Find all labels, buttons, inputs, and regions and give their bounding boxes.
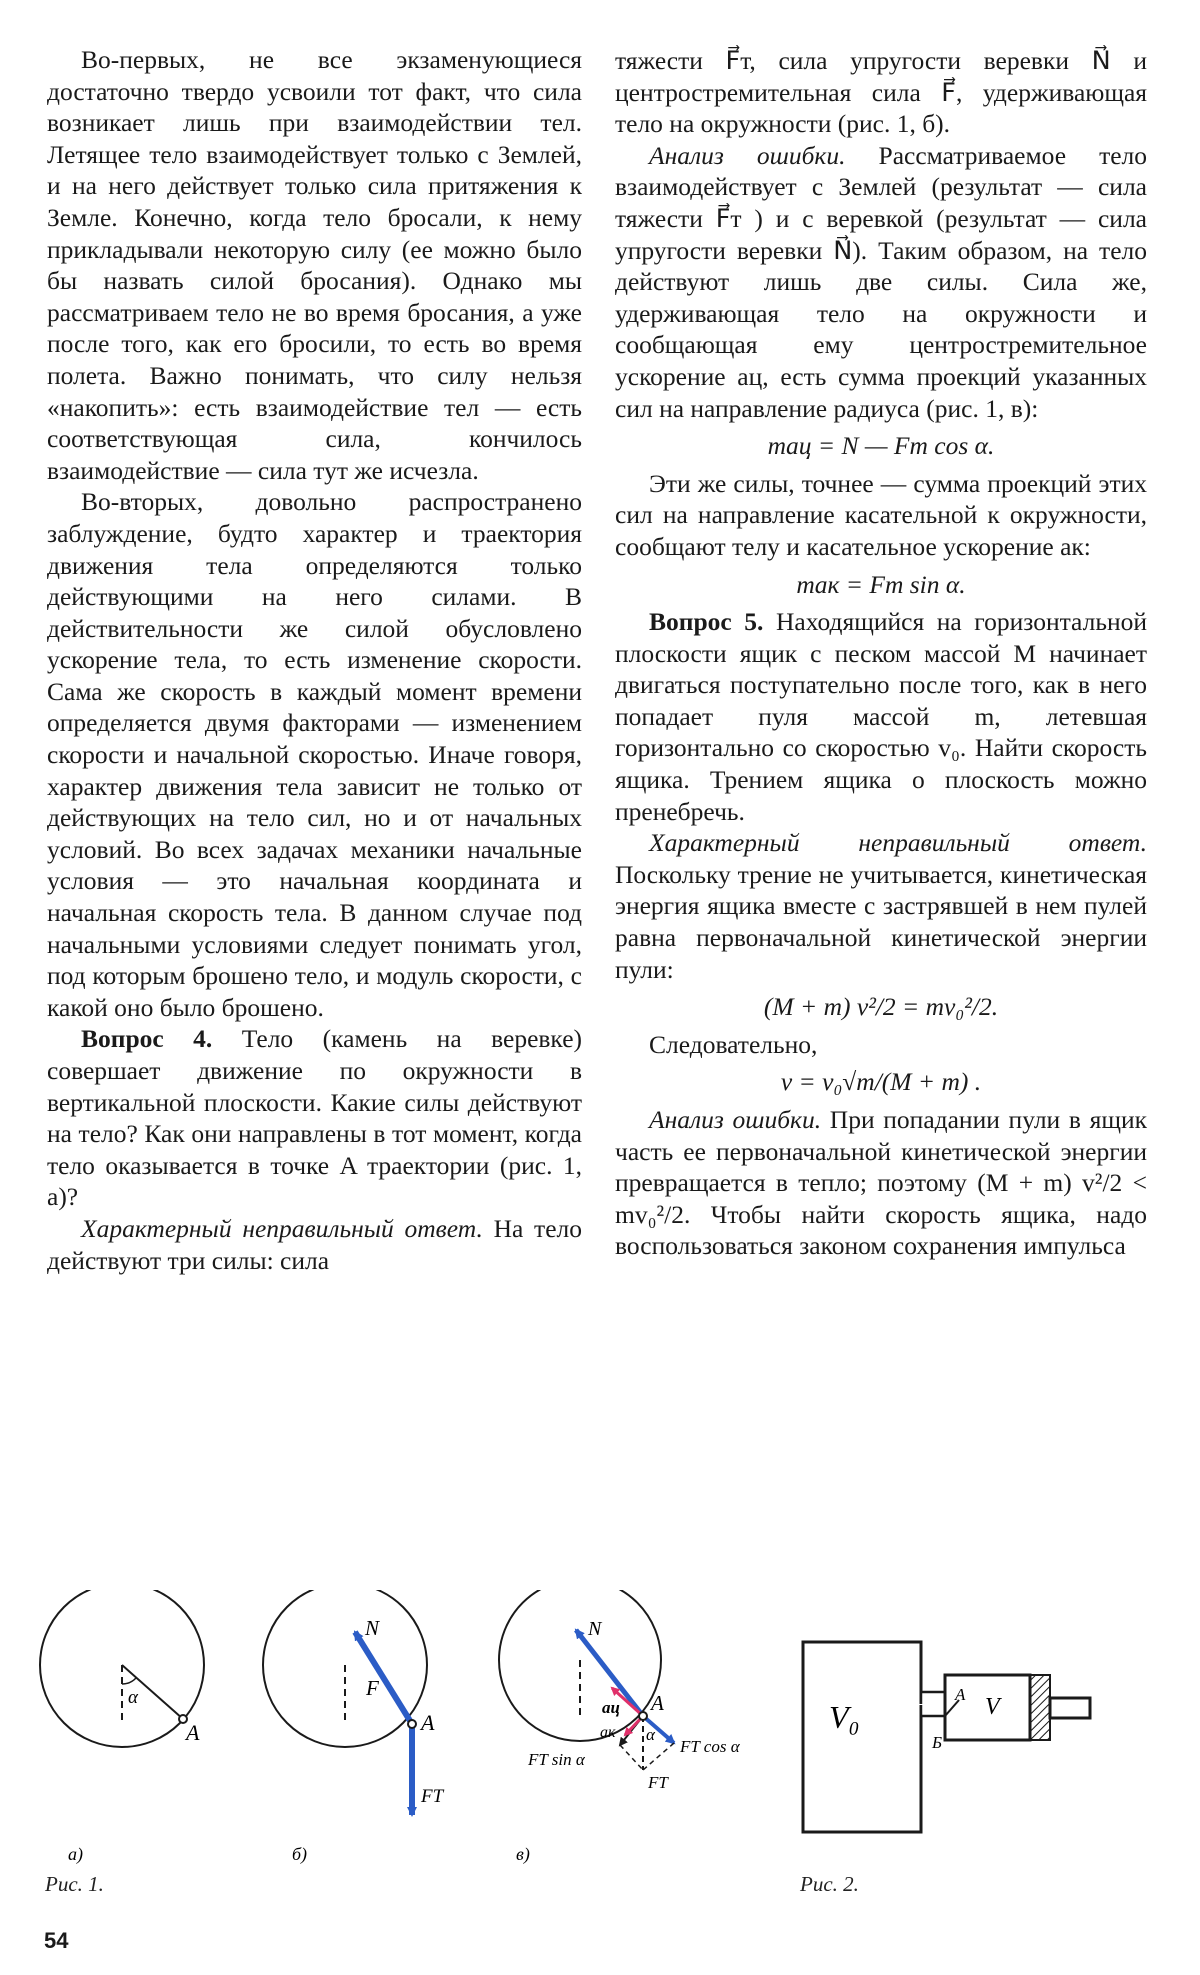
wrong-answer-5-text: Поскольку трение не учитывается, кинетическая энергия ящика вместе с застрявшей в нем пулей равна первоначальной кинетической энергии пули:	[615, 859, 1147, 984]
question-5	[615, 606, 1147, 827]
wrong-answer-4	[47, 1213, 582, 1276]
wrong-answer-5	[615, 827, 1147, 985]
error-analysis-label: Анализ ошибки.	[649, 140, 846, 170]
fig1c-label-ak: aк	[600, 1724, 616, 1741]
fig1c-point-a	[639, 1712, 647, 1720]
fig2-label-v: V	[985, 1694, 1000, 1720]
fig1c-parallelogram-2	[620, 1745, 643, 1770]
fig1b-label-a: A	[421, 1710, 435, 1735]
error-analysis-4	[615, 140, 1147, 424]
fig1b-sublabel: б)	[292, 1844, 308, 1864]
wrong-answer-text: На тело действуют три силы: сила	[47, 1213, 582, 1275]
formula-tangential: maк = Fт sin α.	[796, 569, 966, 599]
fig1a-alpha: α	[128, 1687, 138, 1708]
fig1-caption: Рис. 1.	[45, 1872, 104, 1896]
fig1b-label-f: F	[366, 1676, 379, 1700]
fig1c-parallelogram-1	[643, 1743, 674, 1770]
fig2-label-v0: V₀	[829, 1699, 860, 1735]
fig1a	[40, 1590, 204, 1747]
fig1c-label-ftsin: FT sin α	[528, 1750, 585, 1769]
paragraph-second-point: Во-вторых, довольно распространено заблуждение, будто характер и траектория движения тела определяются только действующими на него силами. В действительности же силой обусловлено ускорение тела, то есть изменение скорости. Сама же скорость в каждый момент времени определяется двумя факторами — изменением скорости и начальной скоростью. Иначе говоря, характер движения тела зависит не только от действующих на тело сил, но и от начальных условий. Во всех задачах механики начальные условия — это начальная координата и начальная скорость тела. В данном случае под начальными условиями следует понимать угол, под которым брошено тело, и модуль скорости, с какой оно было брошено.	[47, 487, 582, 1022]
fig2-connector	[921, 1692, 945, 1716]
error-analysis-5-label: Анализ ошибки.	[649, 1105, 822, 1134]
fig1c-label-ftcos: FT cos α	[680, 1737, 740, 1756]
fig1b-label-ft: FT	[421, 1786, 444, 1807]
fig2-label-b: Б	[932, 1733, 943, 1752]
fig1b-label-n: N	[365, 1616, 380, 1640]
figures-svg	[0, 1590, 1200, 1920]
therefore-text: Следовательно,	[649, 1029, 818, 1059]
fig1c-label-ft: FT	[648, 1773, 668, 1792]
formula-velocity: v = v₀√m/(M + m) .	[780, 1067, 982, 1097]
fig1c-label-a: A	[651, 1691, 664, 1715]
fig1b	[263, 1590, 445, 1815]
tangential-paragraph: Эти же силы, точнее — сумма проекций этих сил на направление касательной к окружности, сообщают телу и касательное ускорение aк:	[615, 468, 1147, 561]
fig1a-label-a: A	[186, 1720, 200, 1745]
wrong-answer-label: Характерный неправильный ответ.	[81, 1213, 483, 1243]
fig1c-alpha: α	[646, 1725, 655, 1744]
formula-energy: (M + m) v²/2 = mv₀²/2.	[763, 992, 999, 1022]
left-column	[47, 44, 582, 1276]
wrong-answer-5-label: Характерный неправильный ответ.	[649, 828, 1147, 858]
fig1c-sublabel: в)	[516, 1844, 530, 1864]
paragraph-first-point: Во-первых, не все экзаменующиеся достаточно твердо усвоили тот факт, что сила возникает лишь при взаимодействии тел. Летящее тело взаимодействует только с Землей, и на него действует только сила притяжения к Земле. Конечно, когда тело бросали, к нему прикладывали некоторую силу (ее можно было бы назвать силой бросания). Однако мы рассматриваем тело не во время бросания, а уже после того, как его бросили, то есть во время полета. Важно понимать, что силу нельзя «накопить»: есть взаимодействие тел — есть соответствующая сила, кончилось взаимодействие — сила тут же исчезла.	[47, 45, 582, 485]
figures-area	[0, 1590, 1200, 1920]
error-analysis-5-text: При попадании пули в ящик часть ее первоначальной кинетической энергии превращается в тепло; поэтому (M + m) v²/2 < mv₀²/2. Чтобы найти скорость ящика, надо воспользоваться законом сохранения импульса	[615, 1105, 1147, 1261]
fig2-label-a: A	[955, 1685, 966, 1704]
error-analysis-text: Рассматриваемое тело взаимодействует с Землей (результат — сила тяжести F⃗т ) и с веревкой (результат — сила упругости веревки N⃗). Таким образом, на тело действуют лишь две силы. Сила же, удерживающая тело на окружности и сообщающая ему центростремительное ускорение aц, есть сумма проекций указанных сил на направление радиуса (рис. 1, в):	[615, 140, 1148, 423]
formula-centripetal: maц = N — Fт cos α.	[767, 431, 995, 461]
fig1a-angle-arc	[122, 1678, 136, 1684]
fig2-big-vessel	[803, 1642, 921, 1832]
question-4-text: Тело (камень на веревке) совершает движение по окружности в вертикальной плоскости. Какие силы действуют на тело? Как они направлены в тот момент, когда тело оказывается в точке A траектории (рис. 1, а)?	[47, 1024, 583, 1212]
question-4	[47, 1023, 582, 1213]
error-analysis-5	[615, 1104, 1147, 1262]
fig1a-sublabel: а)	[68, 1844, 83, 1864]
fig2-caption: Рис. 2.	[800, 1872, 859, 1896]
fig1c	[499, 1590, 741, 1792]
fig1c-label-n: N	[588, 1618, 602, 1640]
question-4-label: Вопрос 4.	[81, 1024, 213, 1054]
forces-continuation: тяжести F⃗т, сила упругости веревки N⃗ и центростремительная сила F⃗, удерживающая тело на окружности (рис. 1, б).	[615, 46, 1147, 139]
fig1b-point-a	[408, 1720, 416, 1728]
right-column	[615, 45, 1147, 1262]
fig1b-n-vector	[355, 1632, 412, 1724]
page-number: 54	[44, 1928, 69, 1953]
question-5-text: Находящийся на горизонтальной плоскости ящик с песком массой M начинает двигаться поступательно после того, как в него попадает пуля массой m, летевшая горизонтально со скоростью v₀. Найти скорость ящика. Трением ящика о плоскость можно пренебречь.	[615, 607, 1147, 826]
fig1c-label-ac: aц	[602, 1698, 620, 1717]
fig2	[803, 1642, 1090, 1832]
question-5-label: Вопрос 5.	[649, 607, 764, 637]
fig2-piston	[1030, 1675, 1050, 1740]
fig2-piston-rod	[1050, 1698, 1090, 1718]
